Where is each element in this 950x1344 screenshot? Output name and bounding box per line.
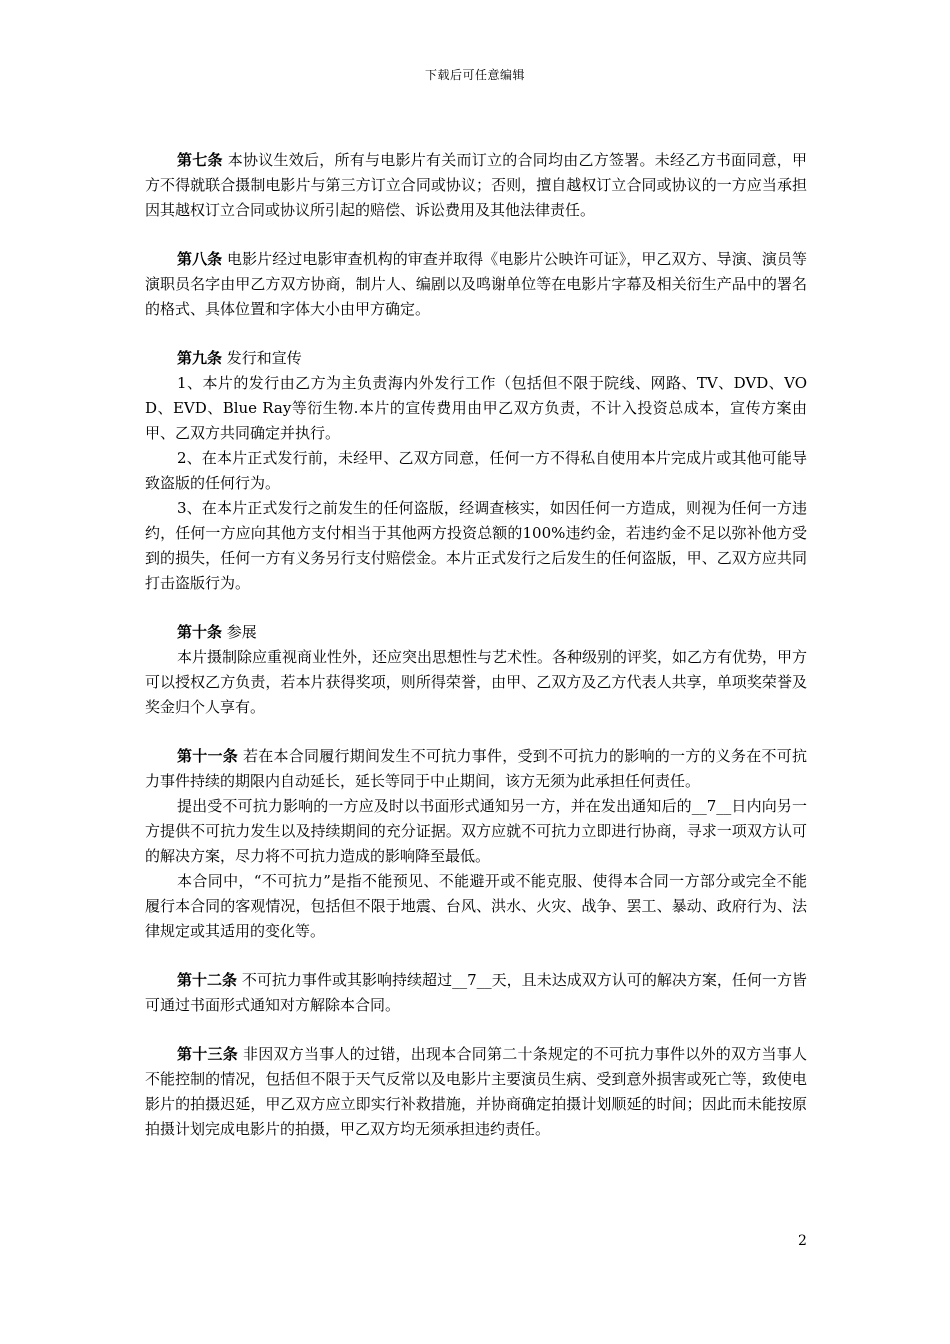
article-11-notice: 提出受不可抗力影响的一方应及时以书面形式通知另一方，并在发出通知后的__7__日内向另一方提供不可抗力发生以及持续期间的充分证据。双方应就不可抗力立即进行协商，寻求一项双方认可的解决方案，尽力将不可抗力造成的影响降至最低。: [145, 797, 807, 865]
article-heading: 第十一条: [177, 747, 238, 765]
article-10-text: 本片摄制除应重视商业性外，还应突出思想性与艺术性。各种级别的评奖，如乙方有优势，甲方可以授权乙方负责，若本片获得奖项，则所得荣誉，由甲、乙双方及乙方代表人共享，单项奖荣誉及奖金归个人享有。: [145, 648, 808, 716]
article-12: [145, 968, 807, 1018]
article-heading: 第十二条: [177, 971, 238, 989]
article-text: 参展: [222, 623, 257, 641]
article-11: [145, 744, 807, 794]
article-13: [145, 1042, 807, 1142]
article-9-clause-2: 2、在本片正式发行前，未经甲、乙双方同意，任何一方不得私自使用本片完成片或其他可能导致盗版的任何行为。: [145, 449, 807, 492]
article-heading: 第七条: [177, 151, 223, 169]
article-text: 发行和宣传: [222, 349, 302, 367]
page-number: 2: [798, 1233, 807, 1249]
article-text: 若在本合同履行期间发生不可抗力事件，受到不可抗力的影响的一方的义务在不可抗力事件持续的期限内自动延长，延长等同于中止期间，该方无须为此承担任何责任。: [145, 747, 807, 790]
article-heading: 第十三条: [177, 1045, 238, 1063]
article-heading: 第十条: [177, 623, 223, 641]
article-text: 电影片经过电影审查机构的审查并取得《电影片公映许可证》，甲乙双方、导演、演员等演职员名字由甲乙方双方协商，制片人、编剧以及鸣谢单位等在电影片字幕及相关衍生产品中的署名的格式、具体位置和字体大小由甲方确定。: [145, 250, 807, 318]
article-9: [145, 346, 807, 371]
article-text: 不可抗力事件或其影响持续超过__7__天，且未达成双方认可的解决方案，任何一方皆可通过书面形式通知对方解除本合同。: [145, 971, 807, 1014]
article-heading: 第八条: [177, 250, 223, 268]
page-header: 下载后可任意编辑: [424, 68, 525, 82]
article-7: [145, 148, 807, 223]
article-8: [145, 247, 807, 322]
article-text: 非因双方当事人的过错，出现本合同第二十条规定的不可抗力事件以外的双方当事人不能控制的情况，包括但不限于天气反常以及电影片主要演员生病、受到意外损害或死亡等，致使电影片的拍摄迟延，甲乙双方应立即实行补救措施，并协商确定拍摄计划顺延的时间；因此而未能按原拍摄计划完成电影片的拍摄，甲乙双方均无须承担违约责任。: [145, 1045, 807, 1138]
article-9-clause-1: 1、本片的发行由乙方为主负责海内外发行工作（包括但不限于院线、网路、TV、DVD、VOD、EVD、Blue Ray等衍生物.本片的宣传费用由甲乙双方负责，不计入投资总成本，宣传方案由甲、乙双方共同确定并执行。: [145, 374, 807, 442]
document-body: [145, 148, 807, 1142]
article-11-definition: 本合同中，“不可抗力”是指不能预见、不能避开或不能克服、使得本合同一方部分或完全不能履行本合同的客观情况，包括但不限于地震、台风、洪水、火灾、战争、罢工、暴动、政府行为、法律规定或其适用的变化等。: [145, 872, 807, 940]
article-9-clause-3: 3、在本片正式发行之前发生的任何盗版，经调查核实，如因任何一方造成，则视为任何一方违约，任何一方应向其他方支付相当于其他两方投资总额的100%违约金，若违约金不足以弥补他方受到的损失，任何一方有义务另行支付赔偿金。本片正式发行之后发生的任何盗版，甲、乙双方应共同打击盗版行为。: [145, 499, 807, 592]
article-text: 本协议生效后，所有与电影片有关而订立的合同均由乙方签署。未经乙方书面同意，甲方不得就联合摄制电影片与第三方订立合同或协议；否则，擅自越权订立合同或协议的一方应当承担因其越权订立合同或协议所引起的赔偿、诉讼费用及其他法律责任。: [145, 151, 807, 219]
article-10: [145, 620, 807, 645]
article-heading: 第九条: [177, 349, 223, 367]
